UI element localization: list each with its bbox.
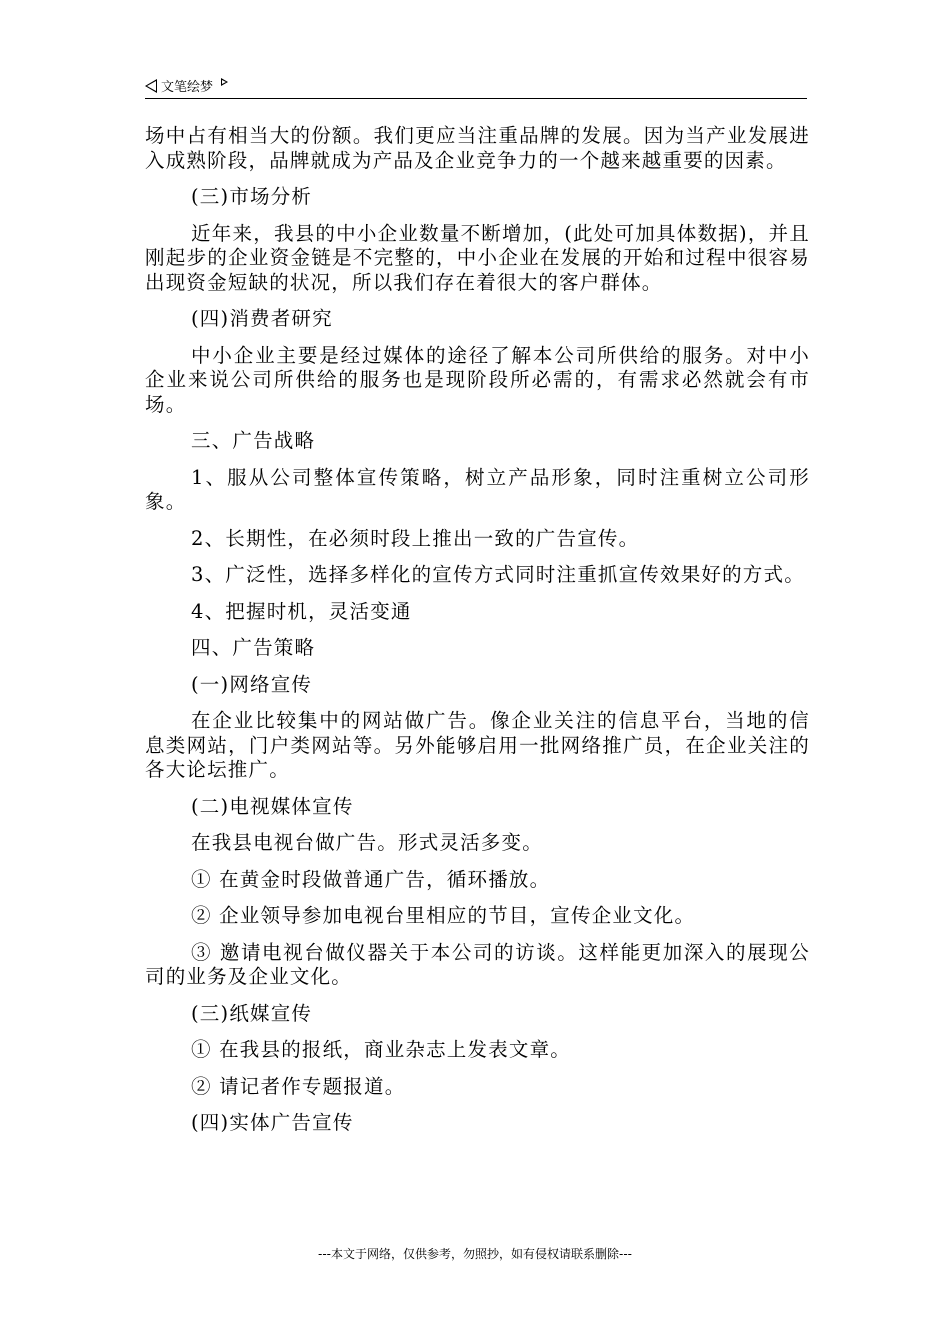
paragraph: 近年来，我县的中小企业数量不断增加，(此处可加具体数据)，并且刚起步的企业资金链是不完整的，中小企业在发展的开始和过程中很容易出现资金短缺的状况，所以我们存在着很大的客户群体。 — [145, 221, 810, 294]
paragraph: 3、广泛性，选择多样化的宣传方式同时注重抓宣传效果好的方式。 — [191, 563, 805, 586]
header-brand — [145, 76, 228, 95]
paragraph: 场中占有相当大的份额。我们更应当注重品牌的发展。因为当产业发展进入成熟阶段，品牌就成为产品及企业竞争力的一个越来越重要的因素。 — [145, 124, 810, 172]
triangle-left-icon — [145, 79, 157, 93]
paragraph: 在我县电视台做广告。形式灵活多变。 — [191, 831, 543, 854]
document-body — [145, 124, 810, 1148]
paragraph: 四、广告策略 — [191, 636, 316, 659]
paragraph: ① 在黄金时段做普通广告，循环播放。 — [191, 867, 551, 891]
paragraph: (四)消费者研究 — [191, 307, 333, 330]
paragraph: ② 企业领导参加电视台里相应的节目，宣传企业文化。 — [191, 904, 696, 927]
triangle-right-icon — [221, 78, 228, 86]
paragraph: ③ 邀请电视台做仪器关于本公司的访谈。这样能更加深入的展现公司的业务及企业文化。 — [145, 940, 810, 988]
page-header — [145, 70, 807, 99]
page-footer: ---本文于网络，仅供参考，勿照抄，如有侵权请联系删除--- — [318, 1247, 632, 1261]
paragraph: (三)市场分析 — [191, 185, 313, 208]
paragraph: 4、把握时机，灵活变通 — [191, 599, 412, 623]
paragraph: (一)网络宣传 — [191, 672, 313, 696]
brand-text: 文笔绘梦 — [161, 80, 214, 95]
paragraph: 在企业比较集中的网站做广告。像企业关注的信息平台，当地的信息类网站，门户类网站等。另外能够启用一批网络推广员，在企业关注的各大论坛推广。 — [145, 709, 810, 781]
paragraph: ① 在我县的报纸，商业杂志上发表文章。 — [191, 1038, 571, 1061]
paragraph: (三)纸媒宣传 — [191, 1001, 313, 1025]
paragraph: 中小企业主要是经过媒体的途径了解本公司所供给的服务。对中小企业来说公司所供给的服务也是现阶段所必需的，有需求必然就会有市场。 — [145, 343, 810, 416]
paragraph: (二)电视媒体宣传 — [191, 794, 354, 818]
paragraph: (四)实体广告宣传 — [191, 1111, 354, 1134]
paragraph: ② 请记者作专题报道。 — [191, 1074, 406, 1098]
paragraph: 1、服从公司整体宣传策略，树立产品形象，同时注重树立公司形象。 — [145, 465, 810, 513]
paragraph: 三、广告战略 — [191, 429, 316, 452]
paragraph: 2、长期性，在必须时段上推出一致的广告宣传。 — [191, 526, 640, 550]
